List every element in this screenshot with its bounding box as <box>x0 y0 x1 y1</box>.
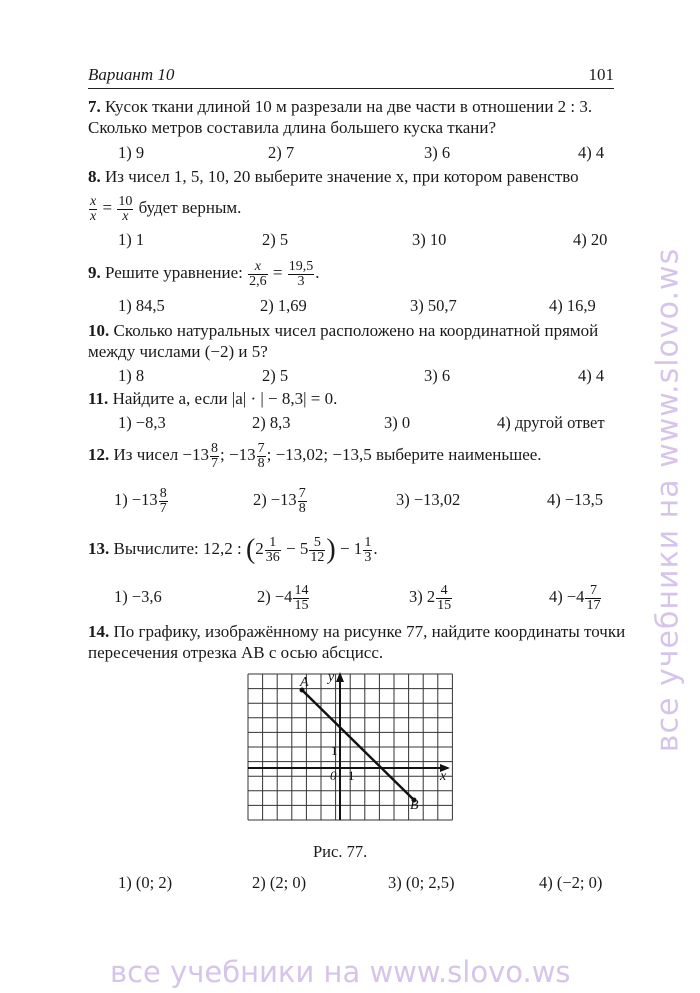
q14-answer-2: 2) (2; 0) <box>252 873 307 892</box>
q9-line <box>88 257 319 289</box>
q14-text1: По графику, изображённому на рисунке 77, найдите координаты точки <box>113 622 626 641</box>
q12-number-1-fraction: $\frac{8}{7}$ <box>211 440 219 471</box>
q8-answer-1: 1) 1 <box>118 230 145 249</box>
label-one-x: 1 <box>348 768 355 783</box>
q8-number: 8. <box>88 167 101 186</box>
q12-answer-1: 1) −13 $\frac{8}{7}$ <box>114 485 167 516</box>
q13-term2-fraction: $\frac{5}{12}$ <box>310 534 325 565</box>
q11-number: 11. <box>88 389 109 408</box>
q7-answer-1: 1) 9 <box>118 143 145 162</box>
q9-fraction-right: $\frac{19,5}{3}$ <box>288 258 314 289</box>
q7-number: 7. <box>88 97 101 116</box>
q7-line1 <box>88 97 592 117</box>
label-x: x <box>440 769 447 784</box>
q8-text1: Из чисел 1, 5, 10, 20 выберите значение x, при котором равенство <box>105 167 579 186</box>
q9-answer-1: 1) 84,5 <box>118 296 165 315</box>
q11-answer-3: 3) 0 <box>384 413 411 432</box>
q9-answer-4: 4) 16,9 <box>549 296 596 315</box>
q13-answer-4: 4) −4 $\frac{7}{17}$ <box>549 582 601 613</box>
q13-period: . <box>373 539 378 558</box>
q7-text1: Кусок ткани длиной 10 м разрезали на две части в отношении 2 : 3. <box>105 97 593 116</box>
q12-rest: −13,02; −13,5 выберите наименьшее. <box>275 445 542 464</box>
q13-answer-2: 2) −4 $\frac{14}{15}$ <box>257 582 309 613</box>
q10-answer-1: 1) 8 <box>118 366 145 385</box>
q14-answer-3: 3) (0; 2,5) <box>388 873 455 892</box>
q8-answer-4: 4) 20 <box>573 230 608 249</box>
q7-text2: Сколько метров составила длина большего куска ткани? <box>88 118 497 137</box>
q10-line1 <box>88 321 598 341</box>
q12-number-2-whole: −13 <box>229 445 256 464</box>
q9-answer-2: 2) 1,69 <box>260 296 307 315</box>
q13-minus: − <box>286 539 296 558</box>
q10-text1: Сколько натуральных чисел расположено на координатной прямой <box>113 321 599 340</box>
q9-period: . <box>315 263 320 282</box>
label-b: B <box>410 798 419 813</box>
q9-answer-3: 3) 50,7 <box>410 296 457 315</box>
q10-number: 10. <box>88 321 110 340</box>
q8-answer-3: 3) 10 <box>412 230 447 249</box>
label-origin: 0 <box>330 768 337 783</box>
q11-answer-2: 2) 8,3 <box>252 413 291 432</box>
q13-line: 13. Вычислите: 12,2 : (2 $\frac{1}{36}$ − 5 $\frac{5}{12}$ ) − 1 $\frac{1}{3}$ . <box>88 534 378 566</box>
page-header <box>88 66 614 89</box>
q8-equation <box>88 193 241 223</box>
q12-answer-2: 2) −13 $\frac{7}{8}$ <box>253 485 306 516</box>
q8-tail: будет верным. <box>138 198 242 217</box>
coordinate-grid-figure <box>240 668 460 828</box>
page-number: 101 <box>588 65 614 84</box>
side-watermark-text: все учебники на www.slovo.ws <box>650 247 686 753</box>
q11-text: Найдите a, если |a| · | − 8,3| = 0. <box>112 389 338 408</box>
q8-fraction-left: $\frac{x}{x}$ <box>90 193 97 224</box>
q14-text2: пересечения отрезка AB с осью абсцисс. <box>88 643 384 662</box>
q7-answer-2: 2) 7 <box>268 143 295 162</box>
q8-fraction-right: $\frac{10}{x}$ <box>118 193 133 224</box>
q12-answer-3: 3) −13,02 <box>396 490 461 509</box>
q7-answer-4: 4) 4 <box>578 143 605 162</box>
figure-caption: Рис. 77. <box>313 842 368 861</box>
q13-term1-whole: 2 <box>255 539 264 558</box>
q10-text2: между числами (−2) и 5? <box>88 342 268 361</box>
q12-line: 12. Из чисел −13 $\frac{8}{7}$ ; −13 $\frac{7}{8}$ ; −13,02; −13,5 выберите наименьшее. <box>88 440 542 471</box>
bottom-watermark: все учебники на www.slovo.ws <box>110 955 571 989</box>
q9-fraction-left: $\frac{x}{2,6}$ <box>249 258 267 289</box>
variant-title: Вариант 10 <box>88 65 175 84</box>
q8-equals: = <box>102 198 113 217</box>
segment-ab <box>302 690 414 800</box>
grid-lines <box>248 674 452 820</box>
q10-answer-3: 3) 6 <box>424 366 451 385</box>
q11-answer-1: 1) −8,3 <box>118 413 166 432</box>
q14-answer-4: 4) (−2; 0) <box>539 873 603 892</box>
q11-line <box>88 389 337 409</box>
label-one-y: 1 <box>331 743 338 758</box>
q13-pre: Вычислите: 12,2 : <box>113 539 242 558</box>
side-watermark <box>648 120 688 880</box>
q12-pre: Из чисел <box>113 445 179 464</box>
q9-text: Решите уравнение: <box>105 263 243 282</box>
q12-number: 12. <box>88 445 110 464</box>
q13-term2-whole: 5 <box>299 539 309 558</box>
q10-answer-2: 2) 5 <box>262 366 289 385</box>
q13-term3-whole: − 1 <box>339 539 363 558</box>
q14-line1 <box>88 622 625 642</box>
q10-answer-4: 4) 4 <box>578 366 605 385</box>
q8-answer-2: 2) 5 <box>262 230 289 249</box>
q14-answer-1: 1) (0; 2) <box>118 873 173 892</box>
q13-number: 13. <box>88 539 110 558</box>
q14-number: 14. <box>88 622 110 641</box>
label-a: A <box>300 675 309 690</box>
q13-term1-fraction: $\frac{1}{36}$ <box>265 534 280 565</box>
q8-line1 <box>88 167 579 187</box>
q13-answer-1: 1) −3,6 <box>114 587 162 606</box>
q11-answer-4: 4) другой ответ <box>497 413 605 432</box>
q12-answer-4: 4) −13,5 <box>547 490 604 509</box>
label-y: y <box>328 670 335 685</box>
q9-number: 9. <box>88 263 101 282</box>
q9-equals: = <box>272 263 283 282</box>
q13-answer-3: 3) 2 $\frac{4}{15}$ <box>409 582 452 613</box>
q7-answer-3: 3) 6 <box>424 143 451 162</box>
q13-term3-fraction: $\frac{1}{3}$ <box>364 534 372 565</box>
q12-number-1-whole: −13 <box>182 445 210 464</box>
q12-number-2-fraction: $\frac{7}{8}$ <box>257 440 265 471</box>
